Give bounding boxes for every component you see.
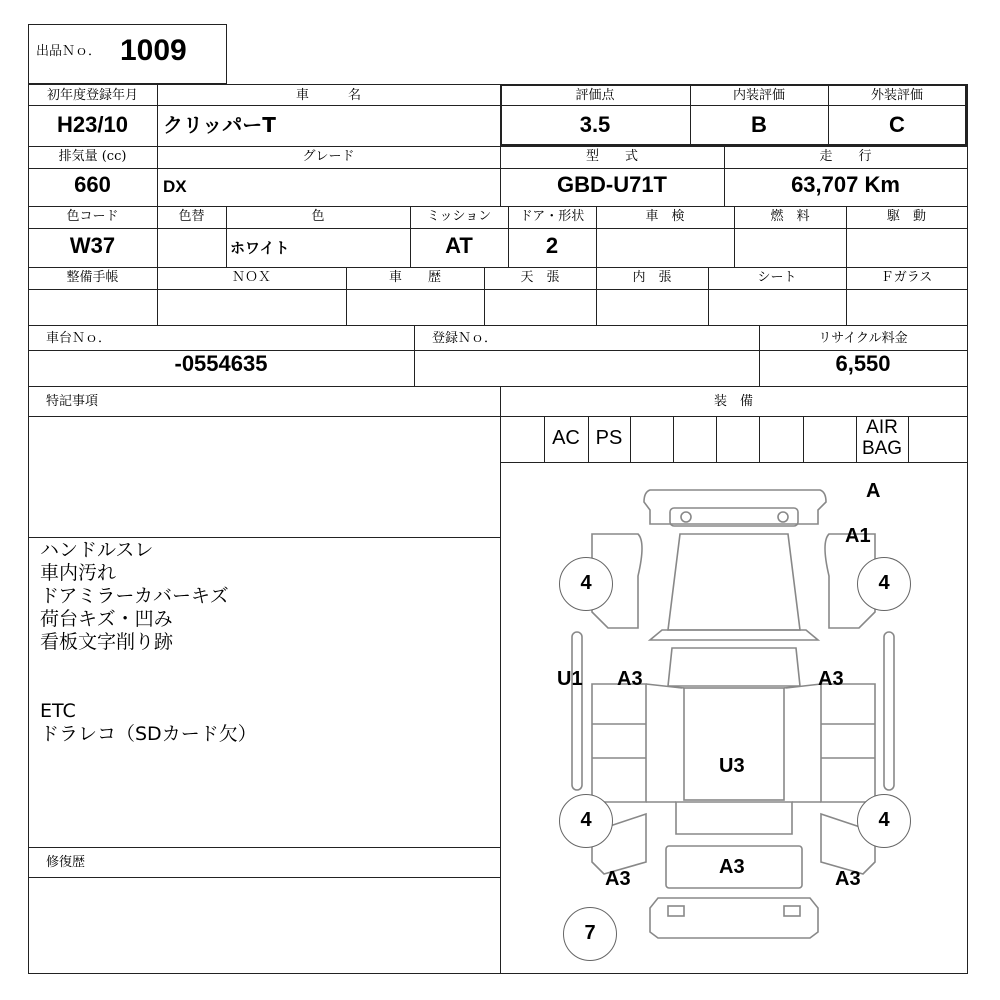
ceiling-label: 天 張 — [520, 270, 560, 285]
right-side-strip — [884, 632, 894, 790]
inspection-label: 車 検 — [645, 209, 685, 224]
remark-line-2: 車内汚れ — [40, 562, 117, 584]
remark-line-9: ドラレコ（SDカード欠） — [40, 723, 257, 745]
seat-label: シート — [757, 270, 797, 285]
drive-label: 駆 動 — [886, 209, 926, 224]
car-name-value: クリッパーT — [163, 113, 276, 137]
mileage-value: 63,707 Km — [791, 172, 900, 197]
damage-bed: U3 — [719, 755, 745, 777]
glass-label: Ｆガラス — [880, 270, 933, 285]
exterior-score-value: C — [889, 112, 905, 137]
equipment-ps: PS — [595, 427, 623, 449]
color-code-label: 色コード — [66, 209, 119, 224]
interior-trim-label: 内 張 — [632, 270, 672, 285]
damage-rear-left: A3 — [605, 868, 631, 890]
remark-line-8: ETC — [40, 700, 76, 722]
first-reg-value: H23/10 — [57, 112, 128, 137]
interior-score-value: B — [751, 112, 767, 137]
score-value: 3.5 — [579, 112, 611, 137]
tire-rear-left: 4 — [559, 794, 613, 848]
chassis-label: 車台Ｎｏ． — [46, 331, 112, 346]
remark-line-1: ハンドルスレ — [40, 539, 154, 561]
damage-hood: A1 — [845, 525, 871, 547]
remarks-label: 特記事項 — [46, 394, 99, 409]
score-label: 評価点 — [575, 88, 615, 103]
remark-line-4: 荷台キズ・凹み — [40, 608, 173, 630]
damage-left-door: U1 — [557, 668, 583, 690]
displacement-label: 排気量 (cc) — [58, 149, 127, 164]
exterior-score-label: 外装評価 — [870, 88, 923, 103]
door-label: ドア・形状 — [519, 209, 585, 224]
damage-right-door: A3 — [818, 668, 844, 690]
model-label: 型 式 — [585, 149, 638, 164]
equipment-label: 装 備 — [713, 394, 753, 409]
chassis-value: -0554635 — [174, 351, 268, 376]
remark-line-3: ドアミラーカバーキズ — [40, 585, 229, 607]
car-name-label: 車 名 — [295, 88, 361, 103]
color-code-value: W37 — [69, 233, 116, 258]
damage-left-door-2: A3 — [617, 668, 643, 690]
remark-line-5: 看板文字削り跡 — [40, 631, 174, 653]
left-side-strip — [572, 632, 582, 790]
fuel-label: 燃 料 — [770, 209, 810, 224]
repair-history-label: 修復歴 — [46, 855, 86, 870]
mileage-label: 走 行 — [819, 149, 872, 164]
tire-spare: 7 — [563, 907, 617, 961]
displacement-value: 660 — [74, 172, 111, 197]
model-value: GBD-U71T — [556, 172, 667, 197]
recycle-value: 6,550 — [835, 351, 891, 376]
door-value: 2 — [545, 233, 559, 258]
repaint-label: 色替 — [178, 209, 205, 224]
grade-value: DX — [163, 177, 187, 196]
rear-bumper-outline — [650, 898, 818, 938]
nox-label: ＮＯＸ — [231, 270, 271, 285]
damage-rear-right: A3 — [835, 868, 861, 890]
cargo-bed-outline — [684, 688, 784, 800]
registration-label: 登録Ｎｏ． — [432, 331, 498, 346]
equipment-airbag — [856, 417, 908, 459]
lot-number-label: 出品Ｎｏ． — [36, 44, 102, 59]
tire-front-right: 4 — [857, 557, 911, 611]
recycle-label: リサイクル料金 — [818, 331, 908, 346]
color-label: 色 — [311, 209, 325, 224]
car-diagram — [500, 462, 967, 974]
windshield-outline — [668, 534, 800, 630]
equipment-ac: AC — [552, 427, 580, 449]
first-reg-label: 初年度登録年月 — [46, 88, 138, 103]
airbag-label: AIR BAG — [861, 417, 903, 459]
grade-label: グレード — [302, 149, 355, 164]
tire-front-left: 4 — [559, 557, 613, 611]
damage-front-bumper: A — [866, 480, 881, 502]
transmission-label: ミッション — [426, 209, 492, 224]
tire-rear-right: 4 — [857, 794, 911, 848]
maintenance-label: 整備手帳 — [66, 270, 119, 285]
color-value: ホワイト — [230, 239, 290, 257]
transmission-value: AT — [445, 233, 473, 258]
history-label: 車 歴 — [388, 270, 441, 285]
damage-rear-gate: A3 — [719, 856, 745, 878]
cab-roof-outline — [668, 648, 800, 686]
interior-score-label: 内装評価 — [732, 88, 785, 103]
lot-number: 1009 — [120, 34, 187, 67]
